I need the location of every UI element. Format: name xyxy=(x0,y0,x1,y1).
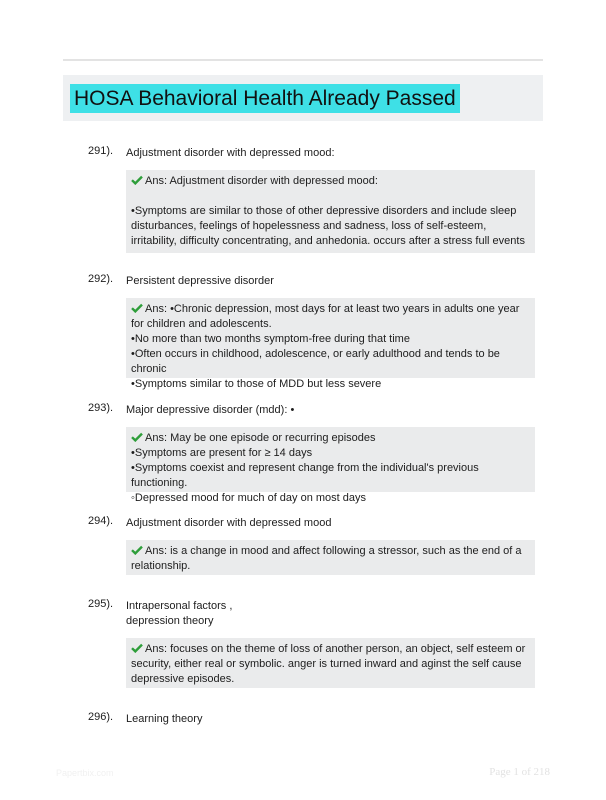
answer-line: •No more than two months symptom-free during that time xyxy=(131,333,410,345)
question-line: Adjustment disorder with depressed mood: xyxy=(126,147,335,159)
answer-box xyxy=(126,638,535,688)
answer-box xyxy=(126,170,535,253)
document-title: HOSA Behavioral Health Already Passed xyxy=(74,86,456,110)
question-line: depression theory xyxy=(126,615,214,627)
question-number: 295). xyxy=(88,598,114,610)
question-text xyxy=(126,516,526,531)
question-text xyxy=(126,403,526,418)
answer-text: is a change in mood and affect following a stressor, such as the end of a relationship. xyxy=(131,545,522,572)
check-icon xyxy=(131,545,143,555)
check-icon xyxy=(131,432,143,442)
answer-line: •Symptoms are present for ≥ 14 days xyxy=(131,447,313,459)
answer-prefix: Ans: xyxy=(145,432,168,444)
answer-line: ◦Depressed mood for much of day on most days xyxy=(131,492,367,504)
answer-line: •Symptoms coexist and represent change from the individual's previous functioning. xyxy=(131,462,479,489)
answer-box xyxy=(126,298,535,390)
answer-box xyxy=(126,427,535,504)
check-icon xyxy=(131,643,143,653)
question-line: Intrapersonal factors , xyxy=(126,600,233,612)
answer-prefix: Ans: xyxy=(145,175,168,187)
question-text xyxy=(126,712,526,727)
answer-text: Adjustment disorder with depressed mood: xyxy=(169,175,378,187)
answer-text: •Chronic depression, most days for at least two years in adults one year for children and adolescents. xyxy=(131,303,520,330)
answer-line xyxy=(131,431,530,446)
question-number: 293). xyxy=(88,402,114,414)
answer-text: focuses on the theme of loss of another person, an object, self esteem or security, either real or symbolic. anger is turned inward and aginst the self cause depressive episodes. xyxy=(131,643,526,685)
answer-prefix: Ans: xyxy=(145,545,168,557)
question-line: Learning theory xyxy=(126,713,203,725)
answer-box xyxy=(126,540,535,575)
check-icon xyxy=(131,303,143,313)
answer-line xyxy=(131,302,530,332)
question-text xyxy=(126,146,526,161)
question-line: Adjustment disorder with depressed mood xyxy=(126,517,332,529)
answer-line: •Symptoms are similar to those of other depressive disorders and include sleep disturbances, feelings of hopelessness and sadness, loss of self-esteem, irritability, difficulty concentrating, and anhedonia. occurs after a stress full events xyxy=(131,205,525,247)
check-icon xyxy=(131,175,143,185)
page-number: Page 1 of 218 xyxy=(489,766,550,778)
top-divider xyxy=(63,59,543,61)
title-highlight xyxy=(70,84,460,113)
question-number: 296). xyxy=(88,711,114,723)
question-line: Persistent depressive disorder xyxy=(126,275,274,287)
answer-line xyxy=(131,174,530,189)
answer-line: •Often occurs in childhood, adolescence, or early adulthood and tends to be chronic xyxy=(131,348,500,375)
question-number: 294). xyxy=(88,515,114,527)
question-text xyxy=(126,274,526,289)
footer-site-watermark: Papertbix.com xyxy=(56,768,114,778)
answer-line xyxy=(131,642,530,687)
answer-spacer xyxy=(131,189,530,204)
answer-prefix: Ans: xyxy=(145,303,168,315)
question-number: 291). xyxy=(88,145,114,157)
question-number: 292). xyxy=(88,273,114,285)
answer-line: •Symptoms similar to those of MDD but less severe xyxy=(131,378,382,390)
answer-text: May be one episode or recurring episodes xyxy=(170,432,376,444)
question-line: Major depressive disorder (mdd): • xyxy=(126,404,295,416)
answer-prefix: Ans: xyxy=(145,643,168,655)
answer-line xyxy=(131,544,530,574)
question-text xyxy=(126,599,526,629)
